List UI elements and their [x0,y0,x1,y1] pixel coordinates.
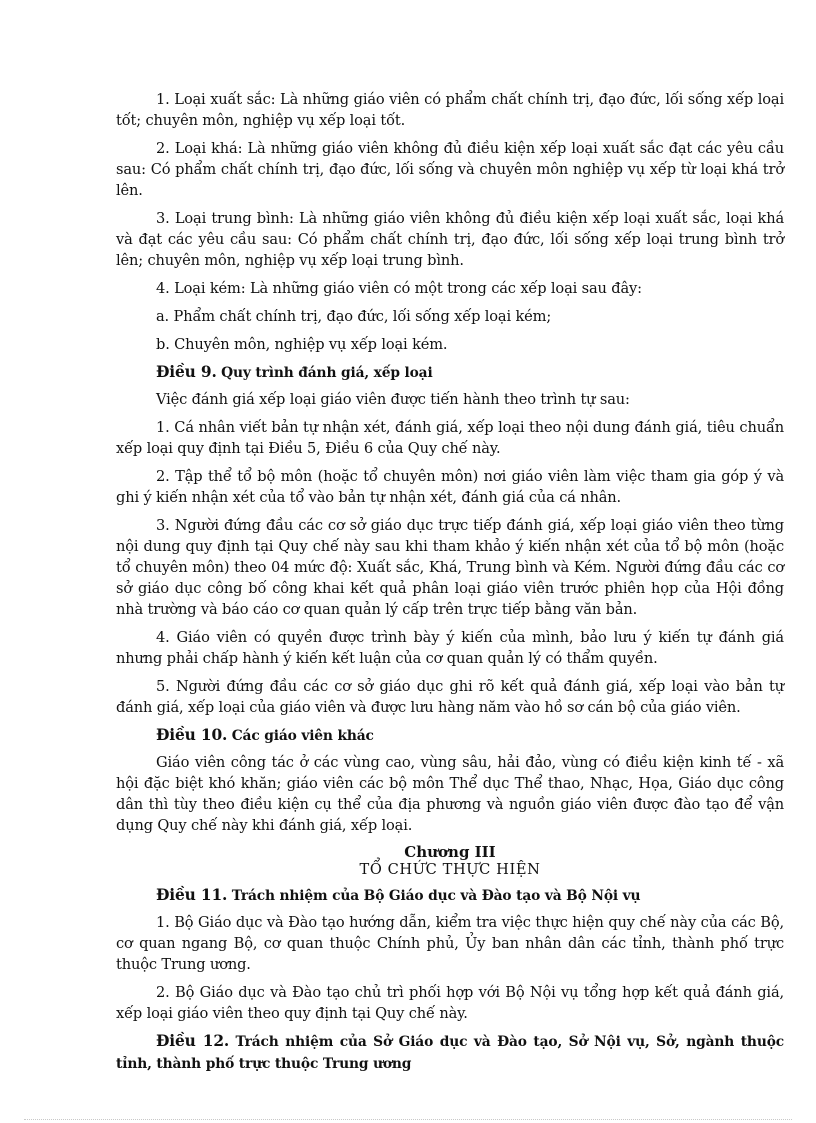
page-bottom-rule [24,1119,792,1120]
article-10-heading [116,725,784,747]
article-10-title: Các giáo viên khác [231,728,374,744]
chapter-subtitle: TỔ CHỨC THỰC HIỆN [359,861,541,878]
article-12-title: Trách nhiệm của Sở Giáo dục và Đào tạo, Sở Nội vụ, Sở, ngành thuộc tỉnh, thành phố trực thuộc Trung ương [116,1034,784,1072]
paragraph-average: 3. Loại trung bình: Là những giáo viên không đủ điều kiện xếp loại xuất sắc, loại khá và đạt các yêu cầu sau: Có phẩm chất chính trị, đạo đức, lối sống xếp loại trung bình trở lên; chuyên môn, nghiệp vụ xếp loại trung bình. [116,210,784,269]
document-page [116,89,784,1080]
article-9-heading [116,362,784,384]
article-10-body: Giáo viên công tác ở các vùng cao, vùng sâu, hải đảo, vùng có điều kiện kinh tế - xã hội đặc biệt khó khăn; giáo viên các bộ môn Thể dục Thể thao, Nhạc, Họa, Giáo dục công dân thì tùy theo điều kiện cụ thể của địa phương và nguồn giáo viên được đào tạo để vận dụng Quy chế này khi đánh giá, xếp loại. [116,754,784,834]
article-12-heading [116,1031,784,1075]
paragraph-weak: 4. Loại kém: Là những giáo viên có một trong các xếp loại sau đây: [156,280,642,297]
article-9-item-3: 3. Người đứng đầu các cơ sở giáo dục trực tiếp đánh giá, xếp loại giáo viên theo từng nội dung quy định tại Quy chế này sau khi tham khảo ý kiến nhận xét của tổ bộ môn (hoặc tổ chuyên môn) theo 04 mức độ: Xuất sắc, Khá, Trung bình và Kém. Người đứng đầu các cơ sở giáo dục công bố công khai kết quả phân loại giáo viên trước phiên họp của Hội đồng nhà trường và báo cáo cơ quan quản lý cấp trên trực tiếp bằng văn bản. [116,517,784,618]
article-9-item-4: 4. Giáo viên có quyền được trình bày ý kiến của mình, bảo lưu ý kiến tự đánh giá nhưng phải chấp hành ý kiến kết luận của cơ quan quản lý có thẩm quyền. [116,629,784,667]
article-11-item-2: 2. Bộ Giáo dục và Đào tạo chủ trì phối hợp với Bộ Nội vụ tổng hợp kết quả đánh giá, xếp loại giáo viên theo quy định tại Quy chế này. [116,984,784,1022]
chapter-title: Chương III [404,843,496,861]
article-9-item-1: 1. Cá nhân viết bản tự nhận xét, đánh giá, xếp loại theo nội dung đánh giá, tiêu chuẩn xếp loại quy định tại Điều 5, Điều 6 của Quy chế này. [116,419,784,457]
article-11-number: Điều 11. [156,886,228,904]
paragraph-good: 2. Loại khá: Là những giáo viên không đủ điều kiện xếp loại xuất sắc đạt các yêu cầu sau: Có phẩm chất chính trị, đạo đức, lối sống và chuyên môn nghiệp vụ xếp từ loại khá trở lên. [116,140,784,199]
article-9-number: Điều 9. [156,363,217,381]
article-9-intro: Việc đánh giá xếp loại giáo viên được tiến hành theo trình tự sau: [156,391,630,408]
article-10-number: Điều 10. [156,726,228,744]
article-12-number: Điều 12. [156,1032,230,1050]
article-9-item-5: 5. Người đứng đầu các cơ sở giáo dục ghi rõ kết quả đánh giá, xếp loại vào bản tự đánh giá, xếp loại của giáo viên và được lưu hàng năm vào hồ sơ cán bộ của giáo viên. [116,678,784,716]
paragraph-weak-b: b. Chuyên môn, nghiệp vụ xếp loại kém. [156,336,448,353]
paragraph-weak-a: a. Phẩm chất chính trị, đạo đức, lối sống xếp loại kém; [156,308,552,325]
article-11-title: Trách nhiệm của Bộ Giáo dục và Đào tạo và Bộ Nội vụ [231,888,641,904]
article-9-item-2: 2. Tập thể tổ bộ môn (hoặc tổ chuyên môn) nơi giáo viên làm việc tham gia góp ý và ghi ý kiến nhận xét của tổ vào bản tự nhận xét, đánh giá của cá nhân. [116,468,784,506]
article-9-title: Quy trình đánh giá, xếp loại [221,365,433,381]
paragraph-excellent: 1. Loại xuất sắc: Là những giáo viên có phẩm chất chính trị, đạo đức, lối sống xếp loại tốt; chuyên môn, nghiệp vụ xếp loại tốt. [116,91,784,129]
article-11-heading [116,885,784,907]
article-11-item-1: 1. Bộ Giáo dục và Đào tạo hướng dẫn, kiểm tra việc thực hiện quy chế này của các Bộ, cơ quan ngang Bộ, cơ quan thuộc Chính phủ, Ủy ban nhân dân các tỉnh, thành phố trực thuộc Trung ương. [116,914,784,973]
